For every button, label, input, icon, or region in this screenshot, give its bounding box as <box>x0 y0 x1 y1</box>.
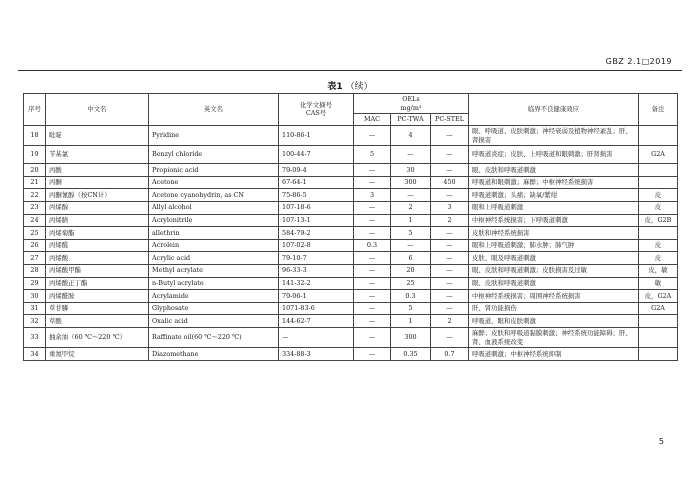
cell-cn-name: 丙烯酰胺 <box>46 290 149 303</box>
cell-mac: — <box>354 176 391 189</box>
cell-pc-stel: — <box>431 252 469 265</box>
cell-en-name: Acrolein <box>149 239 279 252</box>
cell-mac: 3 <box>354 189 391 202</box>
cell-cn-name: 丙烯醛 <box>46 239 149 252</box>
cell-cn-name: 丙烯酸 <box>46 252 149 265</box>
cell-en-name: allethrin <box>149 227 279 240</box>
cell-mac: — <box>354 277 391 290</box>
cell-effect: 眼、皮肤和呼吸道刺激 <box>469 164 639 177</box>
cell-cn-name: 丙烯腈 <box>46 214 149 227</box>
header-note: 备注 <box>639 94 678 126</box>
cell-pc-twa: — <box>391 146 431 164</box>
cell-pc-stel: — <box>431 239 469 252</box>
cell-pc-stel: — <box>431 302 469 315</box>
cell-note <box>639 176 678 189</box>
cell-cas: 141-32-2 <box>279 277 354 290</box>
header-en-name: 英文名 <box>149 94 279 126</box>
cell-pc-twa: 6 <box>391 252 431 265</box>
cell-effect: 呼吸道炎症；皮肤、上呼吸道和眼刺激；肝肾损害 <box>469 146 639 164</box>
table-body <box>24 125 678 360</box>
cell-effect: 眼、皮肤和呼吸道刺激 <box>469 277 639 290</box>
cell-mac: — <box>354 252 391 265</box>
cell-pc-stel: — <box>431 189 469 202</box>
cell-effect: 中枢神经系统损害；周围神经系统损害 <box>469 290 639 303</box>
cell-pc-twa: 0.3 <box>391 290 431 303</box>
cell-cas: 75-86-5 <box>279 189 354 202</box>
cell-pc-twa: 25 <box>391 277 431 290</box>
cell-pc-twa: 1 <box>391 315 431 328</box>
cell-no: 20 <box>24 164 46 177</box>
cell-cn-name: 丙烯菊酯 <box>46 227 149 240</box>
cell-en-name: Methyl acrylate <box>149 264 279 277</box>
cell-mac: 0.3 <box>354 239 391 252</box>
cell-no: 26 <box>24 239 46 252</box>
cell-note: 皮 <box>639 201 678 214</box>
cell-en-name: Glyphosate <box>149 302 279 315</box>
cell-pc-stel: — <box>431 264 469 277</box>
cell-pc-twa: 0.35 <box>391 348 431 361</box>
cell-cas: 107-13-1 <box>279 214 354 227</box>
cell-pc-stel: 450 <box>431 176 469 189</box>
cell-cas: 100-44-7 <box>279 146 354 164</box>
cell-cn-name: 丙烯酸甲酯 <box>46 264 149 277</box>
header-cas: 化学文摘号 CAS号 <box>279 94 354 126</box>
cell-no: 34 <box>24 348 46 361</box>
cell-no: 25 <box>24 227 46 240</box>
cell-note <box>639 125 678 145</box>
table-row <box>24 189 678 202</box>
table-row <box>24 252 678 265</box>
cell-pc-stel: — <box>431 327 469 347</box>
cell-pc-twa: 300 <box>391 176 431 189</box>
cell-cas: — <box>279 327 354 347</box>
cell-cas: 79-09-4 <box>279 164 354 177</box>
cell-en-name: Acetone cyanohydrin, as CN <box>149 189 279 202</box>
cell-mac: — <box>354 164 391 177</box>
cell-effect: 眼和上呼吸道刺激 <box>469 201 639 214</box>
cell-mac: 5 <box>354 146 391 164</box>
cell-no: 33 <box>24 327 46 347</box>
cell-no: 18 <box>24 125 46 145</box>
header-oels: OELs mg/m³ <box>354 94 469 114</box>
cell-cn-name: 丙酮 <box>46 176 149 189</box>
cell-no: 21 <box>24 176 46 189</box>
cell-note: G2A <box>639 146 678 164</box>
cell-pc-stel: — <box>431 146 469 164</box>
standard-code: GBZ 2.1□2019 <box>605 57 672 66</box>
header-rule <box>18 70 682 71</box>
cell-note <box>639 315 678 328</box>
cell-mac: — <box>354 302 391 315</box>
cell-cn-name: 苄基氯 <box>46 146 149 164</box>
cell-cn-name: 草甘膦 <box>46 302 149 315</box>
cell-effect: 麻醉；皮肤和呼吸道黏膜刺激；神经系统功能障碍；肝、肾、血液系统改变 <box>469 327 639 347</box>
cell-cas: 107-02-8 <box>279 239 354 252</box>
cell-mac: — <box>354 227 391 240</box>
cell-en-name: Acrylamide <box>149 290 279 303</box>
table-row <box>24 290 678 303</box>
cell-cas: 144-62-7 <box>279 315 354 328</box>
cell-pc-twa: 5 <box>391 227 431 240</box>
table-row <box>24 348 678 361</box>
cell-mac: — <box>354 327 391 347</box>
cell-no: 29 <box>24 277 46 290</box>
cell-effect: 肝、肾功能损伤 <box>469 302 639 315</box>
cell-en-name: Pyridine <box>149 125 279 145</box>
cell-pc-twa: 30 <box>391 164 431 177</box>
header-mac: MAC <box>354 114 391 126</box>
cell-mac: — <box>354 290 391 303</box>
cell-note <box>639 348 678 361</box>
oel-table <box>23 93 678 361</box>
cell-mac: — <box>354 125 391 145</box>
cell-cn-name: 抽余油（60 ℃～220 ℃） <box>46 327 149 347</box>
table-row <box>24 277 678 290</box>
cell-mac: — <box>354 348 391 361</box>
page-number: 5 <box>658 437 664 446</box>
cell-effect: 眼、呼吸道、皮肤刺激；神经衰弱及植物神经紊乱；肝、肾损害 <box>469 125 639 145</box>
cell-cas: 79-06-1 <box>279 290 354 303</box>
table-row <box>24 176 678 189</box>
cell-pc-twa: — <box>391 189 431 202</box>
cell-en-name: Raffinate oil(60 ℃～220 ℃) <box>149 327 279 347</box>
cell-en-name: n-Butyl acrylate <box>149 277 279 290</box>
cell-pc-twa: — <box>391 239 431 252</box>
table-row <box>24 125 678 145</box>
cell-pc-twa: 1 <box>391 214 431 227</box>
cell-pc-stel: 3 <box>431 201 469 214</box>
cell-cas: 1071-83-6 <box>279 302 354 315</box>
cell-effect: 呼吸道刺激；中枢神经系统抑制 <box>469 348 639 361</box>
cell-cas: 334-88-3 <box>279 348 354 361</box>
cell-note <box>639 227 678 240</box>
table-row <box>24 264 678 277</box>
table-row <box>24 327 678 347</box>
table-row <box>24 214 678 227</box>
cell-no: 23 <box>24 201 46 214</box>
cell-note <box>639 327 678 347</box>
cell-note: 皮，G2A <box>639 290 678 303</box>
cell-pc-stel: — <box>431 164 469 177</box>
cell-cn-name: 重氮甲烷 <box>46 348 149 361</box>
cell-cn-name: 草酸 <box>46 315 149 328</box>
table-row <box>24 201 678 214</box>
table-row <box>24 227 678 240</box>
table-title-label: 表1 <box>327 82 343 92</box>
cell-en-name: Propionic acid <box>149 164 279 177</box>
cell-effect: 皮肤和神经系统损害 <box>469 227 639 240</box>
cell-pc-twa: 2 <box>391 201 431 214</box>
table-row <box>24 315 678 328</box>
cell-cas: 96-33-3 <box>279 264 354 277</box>
cell-pc-twa: 300 <box>391 327 431 347</box>
cell-cn-name: 丙酸 <box>46 164 149 177</box>
cell-note: G2A <box>639 302 678 315</box>
cell-cas: 79-10-7 <box>279 252 354 265</box>
table-row <box>24 146 678 164</box>
cell-note: 敏 <box>639 277 678 290</box>
cell-en-name: Acetone <box>149 176 279 189</box>
cell-effect: 眼和上呼吸道刺激；肺水肿；肺气肿 <box>469 239 639 252</box>
header-no: 序号 <box>24 94 46 126</box>
cell-cas: 110-86-1 <box>279 125 354 145</box>
cell-note: 皮 <box>639 239 678 252</box>
cell-effect: 呼吸道刺激；头痛；缺氧/紫绀 <box>469 189 639 202</box>
cell-note: 皮，敏 <box>639 264 678 277</box>
cell-note: 皮 <box>639 252 678 265</box>
cell-effect: 呼吸道、眼和皮肤刺激 <box>469 315 639 328</box>
cell-effect: 皮肤、眼及呼吸道刺激 <box>469 252 639 265</box>
header-cn-name: 中文名 <box>46 94 149 126</box>
cell-cn-name: 丙酮氰醇（按CN计） <box>46 189 149 202</box>
cell-no: 32 <box>24 315 46 328</box>
cell-effect: 中枢神经系统损害；下呼吸道刺激 <box>469 214 639 227</box>
cell-cn-name: 丙烯醇 <box>46 201 149 214</box>
cell-no: 28 <box>24 264 46 277</box>
table-row <box>24 164 678 177</box>
cell-cas: 67-64-1 <box>279 176 354 189</box>
cell-pc-twa: 5 <box>391 302 431 315</box>
table-title-suffix: （续） <box>345 82 373 92</box>
cell-en-name: Oxalic acid <box>149 315 279 328</box>
cell-no: 24 <box>24 214 46 227</box>
cell-mac: — <box>354 201 391 214</box>
cell-no: 27 <box>24 252 46 265</box>
cell-mac: — <box>354 214 391 227</box>
header-pc-stel: PC-STEL <box>431 114 469 126</box>
cell-note <box>639 164 678 177</box>
cell-pc-stel: — <box>431 125 469 145</box>
cell-pc-stel: 2 <box>431 214 469 227</box>
cell-en-name: Acrylic acid <box>149 252 279 265</box>
cell-no: 30 <box>24 290 46 303</box>
cell-pc-twa: 4 <box>391 125 431 145</box>
cell-note: 皮，G2B <box>639 214 678 227</box>
table-title <box>0 79 700 92</box>
cell-en-name: Allyl alcohol <box>149 201 279 214</box>
cell-no: 19 <box>24 146 46 164</box>
cell-cas: 584-79-2 <box>279 227 354 240</box>
cell-note: 皮 <box>639 189 678 202</box>
cell-no: 22 <box>24 189 46 202</box>
header-effect: 临界不良健康效应 <box>469 94 639 126</box>
cell-mac: — <box>354 264 391 277</box>
cell-cn-name: 吡啶 <box>46 125 149 145</box>
cell-cn-name: 丙烯酸正丁酯 <box>46 277 149 290</box>
cell-pc-twa: 20 <box>391 264 431 277</box>
cell-effect: 呼吸道和眼刺激；麻醉；中枢神经系统损害 <box>469 176 639 189</box>
table-row <box>24 239 678 252</box>
header-pc-twa: PC-TWA <box>391 114 431 126</box>
table-row <box>24 302 678 315</box>
cell-en-name: Acrylonitrile <box>149 214 279 227</box>
cell-en-name: Benzyl chloride <box>149 146 279 164</box>
cell-en-name: Diazomethane <box>149 348 279 361</box>
cell-pc-stel: — <box>431 227 469 240</box>
cell-mac: — <box>354 315 391 328</box>
cell-no: 31 <box>24 302 46 315</box>
cell-pc-stel: — <box>431 277 469 290</box>
cell-effect: 眼、皮肤和呼吸道刺激；皮肤损害及过敏 <box>469 264 639 277</box>
cell-cas: 107-18-6 <box>279 201 354 214</box>
cell-pc-stel: — <box>431 290 469 303</box>
cell-pc-stel: 2 <box>431 315 469 328</box>
cell-pc-stel: 0.7 <box>431 348 469 361</box>
